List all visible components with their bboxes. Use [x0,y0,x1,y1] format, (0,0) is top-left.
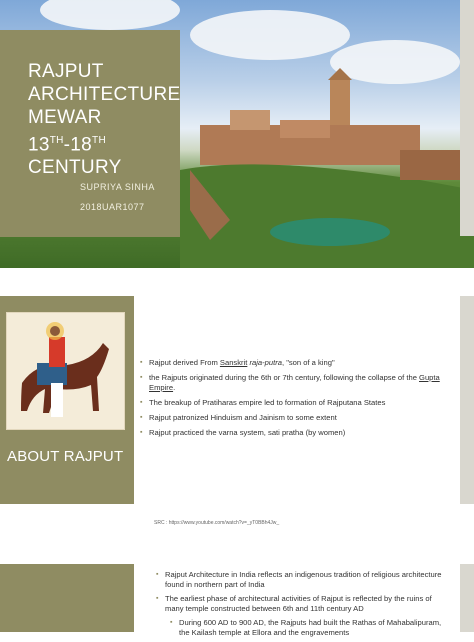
cloud-shape [190,10,350,60]
rajput-horseman-painting [6,312,125,430]
presentation-title [28,60,180,179]
gupta-empire-link[interactable]: Gupta Empire [149,373,440,392]
list-item: ▪ Rajput patronized Hinduism and Jainism to some extent [140,413,440,423]
author-roll-number: 2018UAR1077 [80,202,145,212]
title-slide [0,0,474,268]
bullet-text: raja-putra [247,358,282,367]
next-slide-edge [460,564,474,632]
next-slide-edge [460,0,474,236]
sub-list-item: ▪ During 600 AD to 900 AD, the Rajputs had built the Rathas of Mahabalipuram, the Kailash temple at Ellora and the engravements [170,618,446,638]
author-name: SUPRIYA SINHA [80,182,155,192]
list-item: ▪ Rajput Architecture in India reflects an indigenous tradition of religious architecture found in northern part of India [156,570,446,590]
title-century-range [28,129,180,156]
side-panel [0,564,134,632]
sanskrit-link[interactable]: Sanskrit [219,358,248,367]
list-item: ▪ Rajput practiced the varna system, sati pratha (by women) [140,428,440,438]
title-line: CENTURY [28,157,122,179]
list-item: ▪ The earliest phase of architectural activities of Rajput is reflected by the ruins of many temple constructed between 6th and 11th century AD [156,594,446,614]
bullet-text: , "son of a king" [281,358,335,367]
list-item [140,373,440,393]
bullet-text: the Rajputs originated during the 6th or 7th century, following the collapse of the [149,373,420,382]
slide-heading: ABOUT RAJPUT [7,448,124,465]
bullet-text: Rajput derived From [149,358,220,367]
source-link[interactable]: SRC : https://www.youtube.com/watch?v=_yT0BBh4Jw_ [154,520,280,526]
bullet-list [140,358,440,443]
architecture-slide [0,564,474,637]
title-line: MEWAR [28,107,102,128]
title-line: ARCHITECTURE [28,84,181,105]
century-start-suffix: TH [49,135,64,146]
bullet-list [156,570,446,642]
century-start: 13 [28,134,50,156]
next-slide-edge [460,296,474,504]
about-rajput-slide [0,296,474,526]
bullet-text: . [173,383,176,392]
list-item [140,358,440,368]
title-line: RAJPUT [28,61,104,82]
century-end-suffix: TH [92,135,106,146]
list-item: ▪ The breakup of Pratiharas empire led to formation of Rajputana States [140,398,440,408]
century-end: -18 [63,134,93,156]
